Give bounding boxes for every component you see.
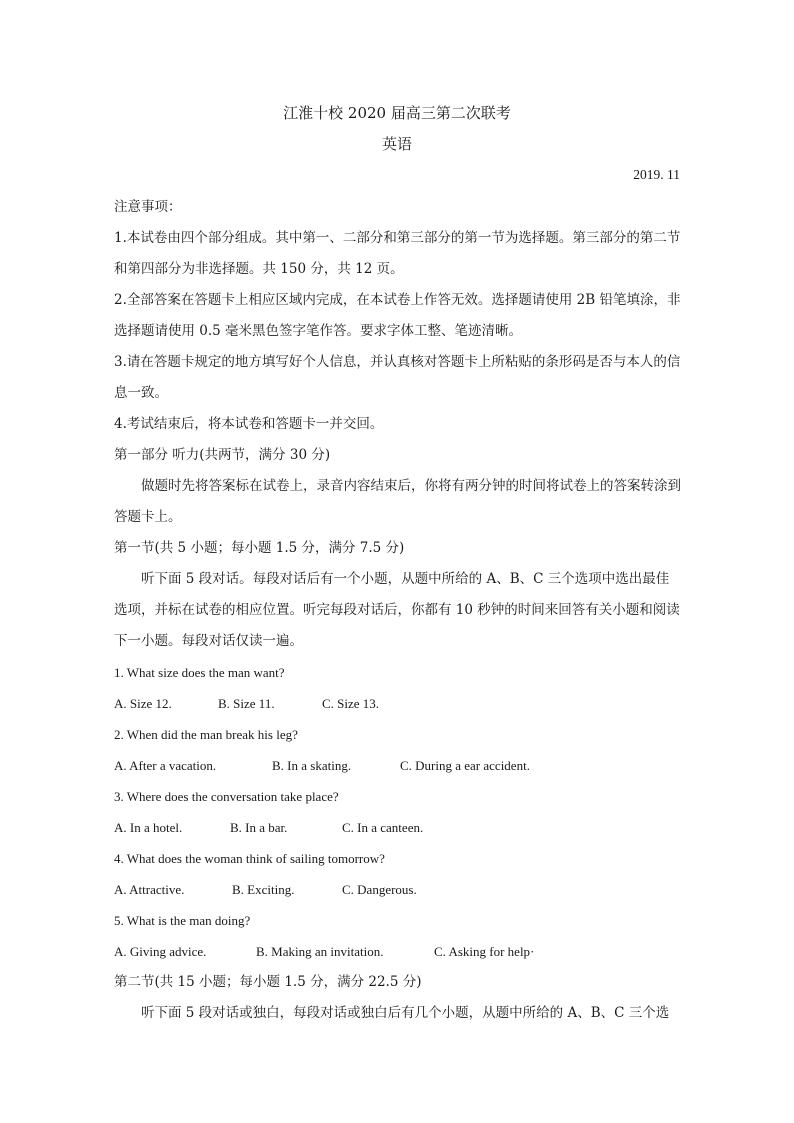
part1-intro: 做题时先将答案标在试卷上，录音内容结束后，你将有两分钟的时间将试卷上的答案转涂到答题卡上。 [114,478,681,525]
option-c: C. Size 13. [322,696,380,711]
question-4-options [114,874,682,905]
option-b: B. Making an invitation. [256,944,384,959]
question-2: 2. When did the man break his leg? [114,727,298,742]
option-a: A. Attractive. [114,882,185,897]
exam-body [114,192,682,1029]
question-1-options [114,688,682,719]
question-4: 4. What does the woman think of sailing tomorrow? [114,851,385,866]
question-5-options [114,936,682,967]
option-b: B. Size 11. [218,696,275,711]
question-5: 5. What is the man doing? [114,913,251,928]
notes-heading: 注意事项： [114,199,182,215]
option-c: C. During a ear accident. [400,758,530,773]
option-c: C. Dangerous. [342,882,417,897]
section2-intro: 听下面 5 段对话或独白，每段对话或独白后有几个小题，从题中所给的 A、B、C 三个选 [141,1005,670,1021]
option-a: A. In a hotel. [114,820,183,835]
part1-heading: 第一部分 听力(共两节，满分 30 分) [114,447,331,463]
section2-heading: 第二节(共 15 小题；每小题 1.5 分，满分 22.5 分) [114,974,422,990]
question-3: 3. Where does the conversation take place? [114,789,339,804]
note-item-2: 2.全部答案在答题卡上相应区域内完成，在本试卷上作答无效。选择题请使用 2B 铅笔填涂，非选择题请使用 0.5 毫米黑色签字笔作答。要求字体工整、笔迹清晰。 [114,292,681,339]
option-a: A. After a vacation. [114,758,217,773]
note-item-1: 1.本试卷由四个部分组成。其中第一、二部分和第三部分的第一节为选择题。第三部分的第二节和第四部分为非选择题。共 150 分，共 12 页。 [114,230,681,277]
question-1: 1. What size does the man want? [114,665,285,680]
note-item-4: 4.考试结束后，将本试卷和答题卡一并交回。 [114,416,384,432]
option-a: A. Size 12. [114,696,172,711]
option-a: A. Giving advice. [114,944,207,959]
exam-subject: 英语 [381,135,412,153]
option-b: B. In a skating. [272,758,352,773]
option-c: C. In a canteen. [342,820,424,835]
option-c: C. Asking for help· [434,944,535,959]
section1-intro: 听下面 5 段对话。每段对话后有一个小题，从题中所给的 A、B、C 三个选项中选出最佳选项，并标在试卷的相应位置。听完每段对话后，你都有 10 秒钟的时间来回答有关小题和阅读下一小题。每段对话仅读一遍。 [114,571,680,649]
option-b: B. In a bar. [230,820,288,835]
exam-title: 江淮十校 2020 届高三第二次联考 [283,104,511,122]
question-2-options [114,750,682,781]
question-3-options [114,812,682,843]
option-b: B. Exciting. [232,882,295,897]
section1-heading: 第一节(共 5 小题；每小题 1.5 分，满分 7.5 分) [114,540,405,556]
exam-date: 2019. 11 [633,167,680,182]
note-item-3: 3.请在答题卡规定的地方填写好个人信息，并认真核对答题卡上所粘贴的条形码是否与本人的信息一致。 [114,354,681,401]
